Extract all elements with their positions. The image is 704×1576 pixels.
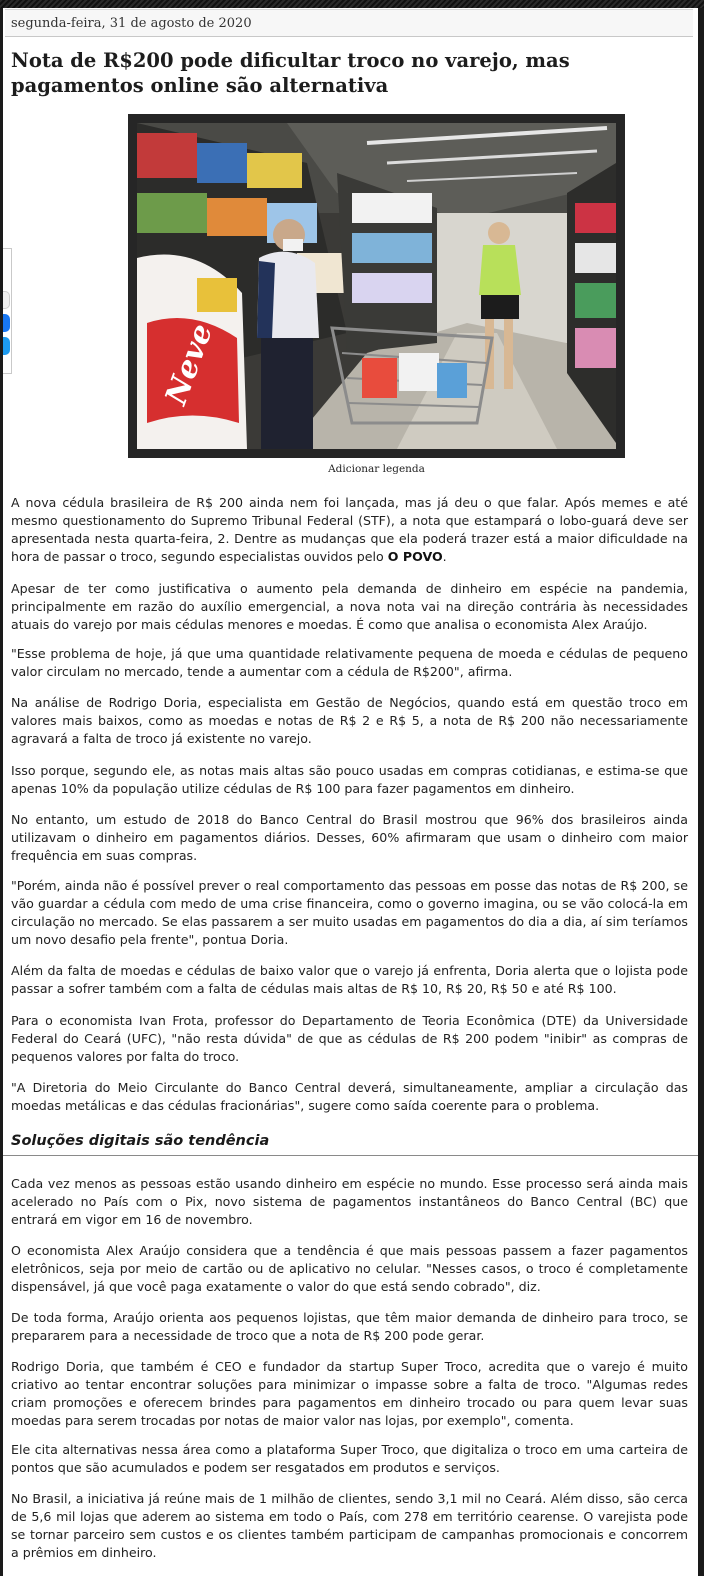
share-icon[interactable] xyxy=(3,291,10,309)
article-paragraph: De toda forma, Araújo orienta aos pequenos lojistas, que têm maior demanda de dinheiro para troco, se prepararem para a necessidade de troco que a nota de R$ 200 pode gerar. xyxy=(11,1310,688,1343)
shelf-products xyxy=(575,243,616,273)
supermarket-illustration xyxy=(137,123,616,449)
article-paragraph: Isso porque, segundo ele, as notas mais altas são pouco usadas em compras cotidianas, e estima-se que apenas 10% da população utilize cédulas de R$ 100 para fazer pagamentos em dinheiro. xyxy=(11,763,688,796)
top-decorative-band xyxy=(0,0,704,8)
paragraph-tail: . xyxy=(442,549,447,564)
article-paragraph: Apesar de ter como justificativa o aumento pela demanda de dinheiro em espécie na pandemia, principalmente em razão do auxílio emergencial, a nova nota vai na direção contrária às necessidades atuais do varejo por mais cédulas menores e moedas. É como que analisa o economista Alex Araújo. xyxy=(11,581,688,632)
man-vest xyxy=(257,261,275,338)
cart-items xyxy=(362,358,397,398)
shelf-products xyxy=(247,153,302,188)
section-divider xyxy=(3,1155,698,1156)
article-paragraph: "Porém, ainda não é possível prever o real comportamento das pessoas em posse das notas de R$ 200, se vão guardar a cédula com medo de uma crise financeira, como o governo imagina, ou se vão colocá-la em circulação no mercado. Se elas passarem a ser muito usadas em pagamentos do dia a dia, aí sim teríamos um novo desafio pela frente", pontua Doria. xyxy=(11,878,688,947)
facebook-icon[interactable] xyxy=(3,314,10,332)
package-brand: Neve xyxy=(158,319,221,410)
article-paragraph: Ele cita alternativas nessa área como a plataforma Super Troco, que digitaliza o troco em uma carteira de pontos que são acumulados e podem ser resgatados em produtos e serviços. xyxy=(11,1442,688,1475)
blog-post-page xyxy=(3,8,698,1576)
shelf-products xyxy=(197,143,247,183)
shelf-products xyxy=(207,198,267,236)
shelf-products xyxy=(352,273,432,303)
article-paragraph: Para o economista Ivan Frota, professor do Departamento de Teoria Econômica (DTE) da Universidade Federal do Ceará (UFC), "não resta dúvida" de que as cédulas de R$ 200 podem "inibir" as compras de pequenos valores por falta do troco. xyxy=(11,1013,688,1064)
shelf-products xyxy=(352,193,432,223)
article-paragraph: No Brasil, a iniciativa já reúne mais de 1 milhão de clientes, sendo 3,1 mil no Ceará. Além disso, são cerca de 5,6 mil lojas que aderem ao sistema em todo o País, com 278 em território cearense. O varejista pode se tornar parceiro sem custos e os clientes também participam de campanhas promocionais e concorrem a prêmios em dinheiro. xyxy=(11,1491,688,1560)
shelf-products xyxy=(352,233,432,263)
share-widget xyxy=(3,248,12,374)
date-header xyxy=(5,9,693,37)
photo-caption[interactable]: Adicionar legenda xyxy=(328,463,425,475)
shelf-products xyxy=(575,328,616,368)
shelf-products xyxy=(575,283,616,318)
article-paragraph xyxy=(11,494,688,566)
section-subheading: Soluções digitais são tendência xyxy=(11,1133,270,1149)
shelf-products xyxy=(137,193,207,233)
face-mask xyxy=(283,239,303,251)
article-paragraph: Cada vez menos as pessoas estão usando dinheiro em espécie no mundo. Esse processo será ainda mais acelerado no País com o Pix, novo sistema de pagamentos instantâneos do Banco Central (BC) que entrará em vigor em 16 de novembro. xyxy=(11,1176,688,1227)
article-paragraph: "A Diretoria do Meio Circulante do Banco Central deverá, simultaneamente, ampliar a circulação das moedas metálicas e das cédulas fracionárias", sugere como saída coerente para o problema. xyxy=(11,1080,688,1113)
article-paragraph: "Esse problema de hoje, já que uma quantidade relativamente pequena de moeda e cédulas de pequeno valor circulam no mercado, tende a aumentar com a cédula de R$200", afirma. xyxy=(11,646,688,679)
article-photo-frame xyxy=(128,114,625,458)
article-paragraph: No entanto, um estudo de 2018 do Banco Central do Brasil mostrou que 96% dos brasileiros ainda utilizavam o dinheiro em pagamentos diários. Desses, 60% afirmaram que usam o dinheiro com maior frequência em suas compras. xyxy=(11,812,688,863)
twitter-icon[interactable] xyxy=(3,337,10,355)
woman-top xyxy=(479,245,521,295)
article-paragraph: Na análise de Rodrigo Doria, especialista em Gestão de Negócios, quando está em questão troco em valores mais baixos, como as moedas e notas de R$ 2 e R$ 5, a nota de R$ 200 não necessariamente agravará a falta de troco já existente no varejo. xyxy=(11,695,688,746)
woman-shorts xyxy=(481,295,519,319)
post-date: segunda-feira, 31 de agosto de 2020 xyxy=(11,16,252,31)
article-paragraph: Rodrigo Doria, que também é CEO e fundador da startup Super Troco, acredita que o varejo é muito criativo ao tentar encontrar soluções para minimizar o impasse sobre a falta de troco. "Algumas redes criam promoções e oferecem brindes para pagamentos em dinheiro trocado ou para quem levar suas moedas para serem trocadas por notas de maior valor nas lojas, por exemplo", comenta. xyxy=(11,1359,688,1428)
source-name: O POVO xyxy=(387,549,443,564)
paragraph-text: A nova cédula brasileira de R$ 200 ainda nem foi lançada, mas já deu o que falar. Após memes e até mesmo questionamento do Supremo Tribunal Federal (STF), a nota que estampará o lobo-guará deve ser apresentada nesta quarta-feira, 2. Dentre as mudanças que ela poderá trazer está a maior dificuldade na hora de passar o troco, segundo especialistas ouvidos pelo xyxy=(11,495,688,564)
package-badge xyxy=(197,278,237,312)
shelf-products xyxy=(575,203,616,233)
supermarket-photo[interactable] xyxy=(137,123,616,449)
cart-items xyxy=(399,353,439,391)
woman-head xyxy=(488,222,510,244)
article-paragraph: O economista Alex Araújo considera que a tendência é que mais pessoas passem a fazer pagamentos eletrônicos, seja por meio de cartão ou de aplicativo no celular. "Nesses casos, o troco é completamente dispensável, já que você paga exatamente o valor do que está sendo cobrado", diz. xyxy=(11,1243,688,1294)
article-paragraph: Além da falta de moedas e cédulas de baixo valor que o varejo já enfrenta, Doria alerta que o lojista pode passar a sofrer também com a falta de cédulas mais altas de R$ 10, R$ 20, R$ 50 e até R$ 100. xyxy=(11,963,688,996)
woman-leg xyxy=(504,319,513,389)
shelf-products xyxy=(137,133,197,178)
man-trousers xyxy=(261,338,313,449)
post-title[interactable]: Nota de R$200 pode dificultar troco no varejo, mas pagamentos online são alternativa xyxy=(11,49,570,97)
cart-items xyxy=(437,363,467,398)
